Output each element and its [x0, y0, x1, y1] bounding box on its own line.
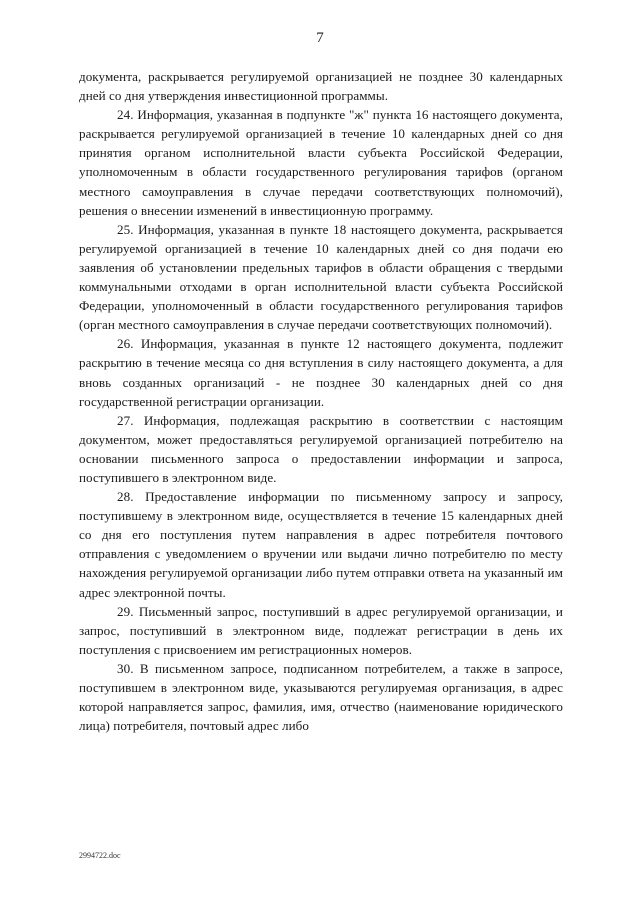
- paragraph-item-25: 25. Информация, указанная в пункте 18 настоящего документа, раскрывается регулируемой организацией в течение 10 календарных дней со дня подачи ею заявления об установлении предельных тарифов в области обращения с твердыми коммунальными отходами в орган исполнительной власти субъекта Российской Федерации, уполномоченный в области государственного регулирования тарифов (орган местного самоуправления в случае передачи соответствующих полномочий).: [79, 221, 563, 333]
- paragraph-item-28: 28. Предоставление информации по письменному запросу и запросу, поступившему в электронном виде, осуществляется в течение 15 календарных дней со дня его поступления путем направления в адрес потребителя почтового отправления с уведомлением о вручении или выдачи лично потребителю по месту нахождения регулируемой организации либо путем отправки ответа на указанный им адрес электронной почты.: [79, 489, 563, 600]
- paragraph-item-26: 26. Информация, указанная в пункте 12 настоящего документа, подлежит раскрытию в течение месяца со дня вступления в силу настоящего документа, а для вновь созданных организаций - не позднее 30 календарных дней со дня государственной регистрации организации.: [79, 336, 563, 409]
- paragraph-item-24: 24. Информация, указанная в подпункте "ж" пункта 16 настоящего документа, раскрывается регулируемой организацией в течение 10 календарных дней со дня принятия органом исполнительной власти субъекта Российской Федерации, уполномоченным в области государственного регулирования тарифов (органом местного самоуправления в случае передачи соответствующих полномочий), решения о внесении изменений в инвестиционную программу.: [79, 107, 563, 218]
- document-file-id: 2994722.doc: [79, 851, 121, 860]
- paragraph-item-27: 27. Информация, подлежащая раскрытию в соответствии с настоящим документом, может предоставляться регулируемой организацией потребителю на основании письменного запроса о предоставлении информации и запроса, поступившего в электронном виде.: [79, 412, 563, 485]
- paragraph-item-30: 30. В письменном запросе, подписанном потребителем, а также в запросе, поступившем в электронном виде, указываются регулируемая организация, в адрес которой направляется запрос, фамилия, имя, отчество (наименование юридического лица) потребителя, почтовый адрес либо: [79, 660, 563, 734]
- page-number: 7: [316, 30, 324, 46]
- paragraph-item-29: 29. Письменный запрос, поступивший в адрес регулируемой организации, и запрос, поступивший в электронном виде, подлежат регистрации в день их поступления с присвоением им регистрационных номеров.: [79, 603, 563, 657]
- paragraph-continuation: документа, раскрывается регулируемой организацией не позднее 30 календарных дней со дня утверждения инвестиционной программы.: [79, 69, 563, 104]
- document-body: [79, 67, 563, 735]
